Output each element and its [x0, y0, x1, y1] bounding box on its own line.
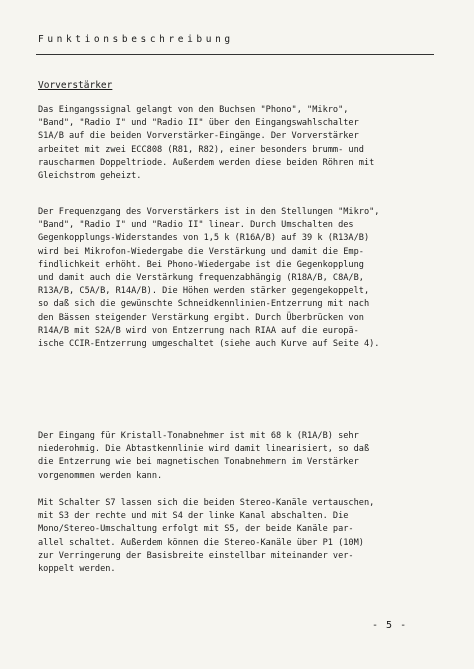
section-header: Funktionsbeschreibung	[38, 34, 234, 45]
text-line: wird bei Mikrofon-Wiedergabe die Verstärkung und damit die Emp-	[38, 246, 364, 257]
text-line: Gegenkopplungs-Widerstandes von 1,5 k (R16A/B) auf 39 k (R13A/B)	[38, 233, 370, 244]
paragraph-1	[38, 104, 448, 183]
paragraph-3	[38, 430, 448, 483]
text-line: R14A/B mit S2A/B wird von Entzerrung nach RIAA auf die europä-	[38, 325, 359, 336]
text-line: Mit Schalter S7 lassen sich die beiden Stereo-Kanäle vertauschen,	[38, 498, 375, 508]
text-line: arbeitet mit zwei ECC808 (R81, R82), einer besonders brumm- und	[38, 144, 364, 155]
text-line: "Band", "Radio I" und "Radio II" über den Eingangswahlschalter	[38, 118, 359, 129]
header-rule	[36, 54, 434, 55]
text-line: niederohmig. Die Abtastkennlinie wird damit linearisiert, so daß	[38, 444, 370, 455]
text-line: rauscharmen Doppeltriode. Außerdem werden diese beiden Röhren mit	[38, 157, 375, 168]
text-line: so daß sich die gewünschte Schneidkennlinien-Entzerrung mit nach	[38, 299, 370, 310]
text-line: Der Eingang für Kristall-Tonabnehmer ist mit 68 k (R1A/B) sehr	[38, 431, 359, 441]
text-line: Mono/Stereo-Umschaltung erfolgt mit S5, der beide Kanäle par-	[38, 524, 354, 535]
text-line: findlichkeit erhöht. Bei Phono-Wiedergabe ist die Gegenkopplung	[38, 259, 364, 270]
text-line: zur Verringerung der Basisbreite einstellbar miteinander ver-	[38, 550, 354, 561]
text-line: R13A/B, C5A/B, R14A/B). Die Höhen werden stärker gegengekoppelt,	[38, 286, 370, 297]
page-number: - 5 -	[372, 620, 408, 631]
text-line: und damit auch die Verstärkung frequenzabhängig (R18A/B, C8A/B,	[38, 273, 364, 284]
paragraph-2	[38, 206, 448, 351]
text-line: Gleichstrom geheizt.	[38, 171, 142, 182]
text-line: Der Frequenzgang des Vorverstärkers ist in den Stellungen "Mikro",	[38, 207, 380, 217]
text-line: allel schaltet. Außerdem können die Stereo-Kanäle über P1 (10M)	[38, 537, 364, 548]
text-line: den Bässen steigender Verstärkung ergibt. Durch Überbrücken von	[38, 312, 364, 323]
text-line: koppelt werden.	[38, 564, 116, 575]
section-heading: Vorverstärker	[38, 80, 113, 91]
text-line: ische CCIR-Entzerrung umgeschaltet (siehe auch Kurve auf Seite 4).	[38, 339, 380, 350]
text-line: Das Eingangssignal gelangt von den Buchsen "Phono", "Mikro",	[38, 105, 349, 115]
paragraph-4	[38, 497, 448, 576]
text-line: mit S3 der rechte und mit S4 der linke Kanal abschalten. Die	[38, 511, 349, 522]
text-line: die Entzerrung wie bei magnetischen Tonabnehmern im Verstärker	[38, 457, 359, 468]
text-line: "Band", "Radio I" und "Radio II" linear. Durch Umschalten des	[38, 220, 354, 231]
text-line: vorgenommen werden kann.	[38, 470, 163, 481]
text-line: S1A/B auf die beiden Vorverstärker-Eingänge. Der Vorverstärker	[38, 131, 359, 142]
